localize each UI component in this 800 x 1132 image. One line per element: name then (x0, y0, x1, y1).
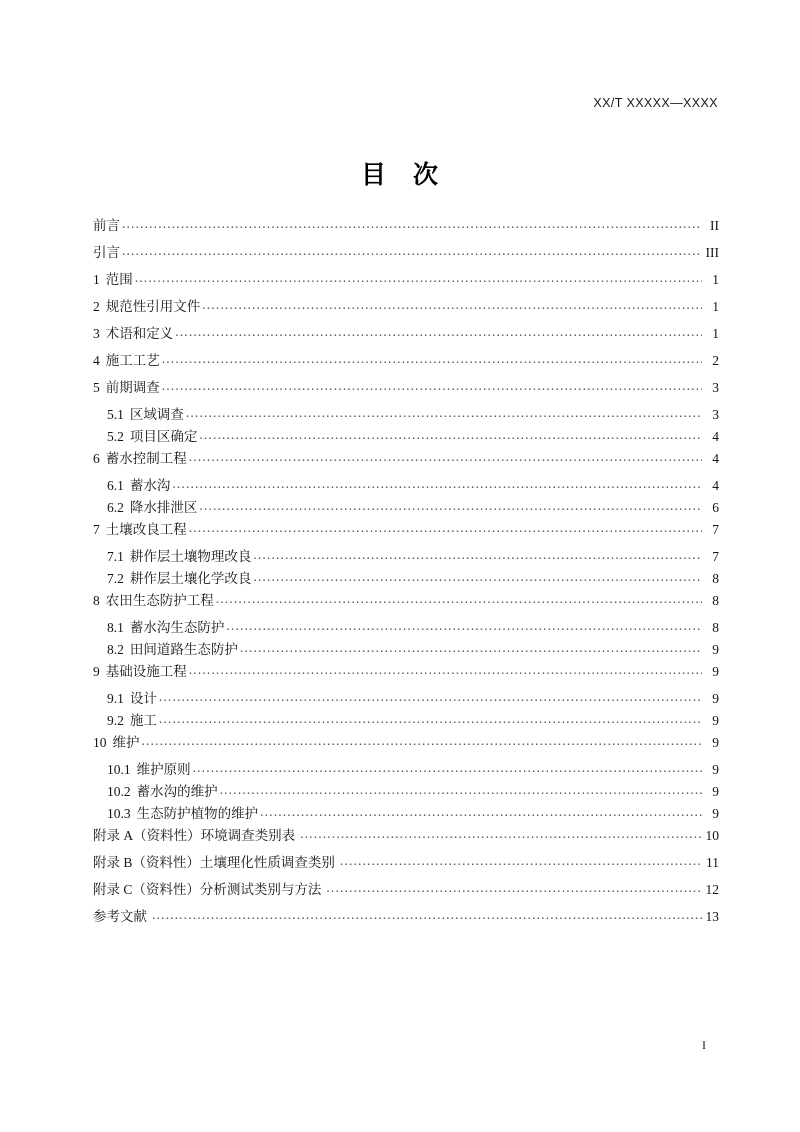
toc-entry-number: 5 (93, 380, 100, 395)
toc-entry[interactable] (93, 295, 719, 322)
toc-entry-title: 维护 (112, 735, 140, 750)
page-number: I (702, 1038, 706, 1052)
toc-dot-leader (189, 663, 702, 677)
toc-entry[interactable] (93, 616, 719, 638)
toc-entry[interactable] (93, 518, 719, 545)
toc-entry-page-number: 7 (712, 549, 719, 564)
toc-dot-leader (260, 805, 702, 819)
toc-entry-page-number: 12 (705, 882, 719, 897)
toc-dot-leader (216, 592, 702, 606)
toc-entry[interactable] (93, 731, 719, 758)
toc-entry-label (93, 758, 192, 778)
toc-entry[interactable] (93, 824, 719, 851)
toc-entry[interactable] (93, 241, 719, 268)
toc-entry-title: 附录 B（资料性）土壤理化性质调查类别 (93, 855, 335, 870)
toc-entry[interactable] (93, 349, 719, 376)
toc-entry-label (93, 567, 252, 587)
toc-dot-leader (162, 379, 702, 393)
toc-entry-title: 附录 A（资料性）环境调查类别表 (93, 828, 296, 843)
toc-entry-number: 7.1 (107, 549, 124, 564)
page-title-char-1: 目 (360, 161, 387, 189)
toc-dot-leader (189, 450, 702, 464)
table-of-contents (93, 214, 719, 932)
toc-entry-page-number: 1 (712, 326, 719, 341)
page-title-char-2: 次 (413, 161, 440, 189)
toc-entry-number: 5.2 (107, 429, 124, 444)
toc-entry-page-number: 13 (705, 909, 719, 924)
toc-entry-title: 施工工艺 (105, 353, 160, 368)
toc-entry-title: 附录 C（资料性）分析测试类别与方法 (93, 882, 322, 897)
toc-entry-page-number: 9 (712, 762, 719, 777)
toc-entry-label (93, 687, 158, 707)
toc-entry-label (93, 780, 219, 800)
toc-entry-page-number: 4 (712, 451, 719, 466)
toc-entry-page-number: 11 (706, 855, 719, 870)
toc-dot-leader (199, 428, 702, 442)
toc-entry[interactable] (93, 780, 719, 802)
toc-entry[interactable] (93, 376, 719, 403)
toc-entry-number: 1 (93, 272, 100, 287)
toc-entry-title: 土壤改良工程 (105, 522, 187, 537)
toc-entry-label (93, 709, 158, 729)
toc-entry[interactable] (93, 660, 719, 687)
toc-entry-page-number: 8 (712, 593, 719, 608)
toc-entry-label (93, 268, 134, 288)
toc-entry-page-number: 9 (712, 784, 719, 799)
toc-entry-page-number: 3 (712, 380, 719, 395)
toc-dot-leader (189, 521, 702, 535)
toc-entry-label (93, 322, 174, 342)
toc-entry-page-number: 3 (712, 407, 719, 422)
toc-entry[interactable] (93, 268, 719, 295)
toc-dot-leader (202, 298, 702, 312)
toc-dot-leader (253, 548, 702, 562)
toc-entry-title: 设计 (129, 691, 157, 706)
toc-entry-label (93, 518, 188, 538)
toc-entry[interactable] (93, 709, 719, 731)
toc-entry-label (93, 851, 339, 871)
toc-entry-page-number: 9 (712, 642, 719, 657)
toc-entry-page-number: III (705, 245, 719, 260)
toc-entry-page-number: 4 (712, 429, 719, 444)
toc-entry-title: 耕作层土壤物理改良 (129, 549, 252, 564)
toc-dot-leader (172, 477, 702, 491)
toc-entry-page-number: 10 (705, 828, 719, 843)
toc-entry-title: 术语和定义 (105, 326, 174, 341)
toc-dot-leader (152, 908, 702, 922)
toc-entry-number: 6.1 (107, 478, 124, 493)
toc-dot-leader (159, 690, 702, 704)
toc-entry-page-number: 9 (712, 713, 719, 728)
toc-entry-label (93, 802, 259, 822)
toc-dot-leader (340, 854, 702, 868)
toc-dot-leader (226, 619, 702, 633)
toc-dot-leader (162, 352, 702, 366)
toc-entry-number: 8.2 (107, 642, 124, 657)
toc-entry-title: 前言 (93, 218, 120, 233)
toc-entry-label (93, 376, 161, 396)
toc-dot-leader (122, 244, 702, 258)
toc-entry-number: 10 (93, 735, 107, 750)
toc-entry[interactable] (93, 447, 719, 474)
toc-entry-number: 6.2 (107, 500, 124, 515)
toc-entry-page-number: 8 (712, 620, 719, 635)
toc-entry-page-number: 1 (712, 299, 719, 314)
toc-entry[interactable] (93, 567, 719, 589)
toc-entry-label (93, 545, 252, 565)
toc-entry-title: 田间道路生态防护 (129, 642, 238, 657)
toc-entry-page-number: II (710, 218, 719, 233)
toc-entry-number: 4 (93, 353, 100, 368)
toc-entry-page-number: 1 (712, 272, 719, 287)
toc-entry-page-number: 4 (712, 478, 719, 493)
toc-entry-number: 7.2 (107, 571, 124, 586)
toc-entry[interactable] (93, 758, 719, 780)
toc-entry-number: 10.2 (107, 784, 131, 799)
toc-dot-leader (159, 712, 702, 726)
toc-entry-label (93, 824, 299, 844)
toc-entry[interactable] (93, 545, 719, 567)
toc-dot-leader (300, 827, 702, 841)
toc-entry-title: 降水排泄区 (129, 500, 198, 515)
toc-dot-leader (142, 734, 703, 748)
toc-dot-leader (186, 406, 702, 420)
toc-entry-label (93, 474, 171, 494)
toc-dot-leader (193, 761, 702, 775)
toc-entry-label (93, 241, 121, 261)
toc-entry-title: 区域调查 (129, 407, 184, 422)
toc-entry-title: 蓄水沟 (129, 478, 171, 493)
toc-entry-label (93, 403, 185, 423)
toc-entry[interactable] (93, 878, 719, 905)
toc-entry-label (93, 214, 121, 234)
toc-entry-number: 5.1 (107, 407, 124, 422)
toc-entry-label (93, 905, 151, 925)
toc-dot-leader (135, 271, 702, 285)
toc-entry[interactable] (93, 687, 719, 709)
toc-entry-page-number: 9 (712, 691, 719, 706)
toc-entry-title: 前期调查 (105, 380, 160, 395)
toc-entry[interactable] (93, 474, 719, 496)
toc-entry-label (93, 638, 239, 658)
toc-entry[interactable] (93, 496, 719, 518)
toc-entry-number: 8.1 (107, 620, 124, 635)
toc-entry[interactable] (93, 589, 719, 616)
toc-entry-page-number: 7 (712, 522, 719, 537)
toc-entry[interactable] (93, 403, 719, 425)
toc-entry-title: 蓄水控制工程 (105, 451, 187, 466)
toc-dot-leader (199, 499, 702, 513)
toc-entry-title: 农田生态防护工程 (105, 593, 214, 608)
toc-entry-label (93, 496, 198, 516)
toc-entry-number: 9.2 (107, 713, 124, 728)
toc-entry-title: 基础设施工程 (105, 664, 187, 679)
toc-dot-leader (326, 881, 702, 895)
document-header-standard-code: XX/T XXXXX—XXXX (593, 96, 718, 110)
toc-entry[interactable] (93, 425, 719, 447)
toc-entry-label (93, 425, 198, 445)
toc-entry-number: 9.1 (107, 691, 124, 706)
toc-entry-number: 2 (93, 299, 100, 314)
toc-entry-title: 耕作层土壤化学改良 (129, 571, 252, 586)
toc-entry-title: 规范性引用文件 (105, 299, 201, 314)
toc-dot-leader (220, 783, 702, 797)
toc-entry-title: 引言 (93, 245, 120, 260)
toc-entry-label (93, 878, 325, 898)
toc-entry-title: 蓄水沟的维护 (136, 784, 218, 799)
toc-entry-number: 10.1 (107, 762, 131, 777)
toc-entry-label (93, 349, 161, 369)
toc-dot-leader (122, 217, 702, 231)
toc-entry-label (93, 731, 141, 751)
toc-entry-page-number: 2 (712, 353, 719, 368)
toc-entry[interactable] (93, 851, 719, 878)
toc-entry[interactable] (93, 905, 719, 932)
toc-dot-leader (240, 641, 702, 655)
toc-entry-title: 范围 (105, 272, 133, 287)
toc-entry-title: 参考文献 (93, 909, 147, 924)
toc-entry-number: 8 (93, 593, 100, 608)
toc-entry-label (93, 589, 215, 609)
toc-entry[interactable] (93, 802, 719, 824)
toc-entry-title: 项目区确定 (129, 429, 198, 444)
toc-entry-page-number: 8 (712, 571, 719, 586)
page-title (0, 155, 800, 191)
toc-entry-number: 7 (93, 522, 100, 537)
toc-entry-number: 6 (93, 451, 100, 466)
toc-entry-label (93, 447, 188, 467)
toc-entry-number: 9 (93, 664, 100, 679)
toc-entry-number: 3 (93, 326, 100, 341)
toc-entry-page-number: 9 (712, 806, 719, 821)
toc-entry[interactable] (93, 638, 719, 660)
toc-entry-title: 蓄水沟生态防护 (129, 620, 225, 635)
toc-entry-page-number: 9 (712, 664, 719, 679)
toc-dot-leader (253, 570, 702, 584)
toc-entry-number: 10.3 (107, 806, 131, 821)
toc-entry-title: 施工 (129, 713, 157, 728)
toc-entry-page-number: 6 (712, 500, 719, 515)
toc-dot-leader (175, 325, 702, 339)
toc-entry-title: 维护原则 (136, 762, 191, 777)
toc-entry-title: 生态防护植物的维护 (136, 806, 259, 821)
toc-entry-label (93, 295, 201, 315)
toc-entry-label (93, 616, 225, 636)
toc-entry[interactable] (93, 322, 719, 349)
toc-entry[interactable] (93, 214, 719, 241)
toc-entry-page-number: 9 (712, 735, 719, 750)
toc-entry-label (93, 660, 188, 680)
